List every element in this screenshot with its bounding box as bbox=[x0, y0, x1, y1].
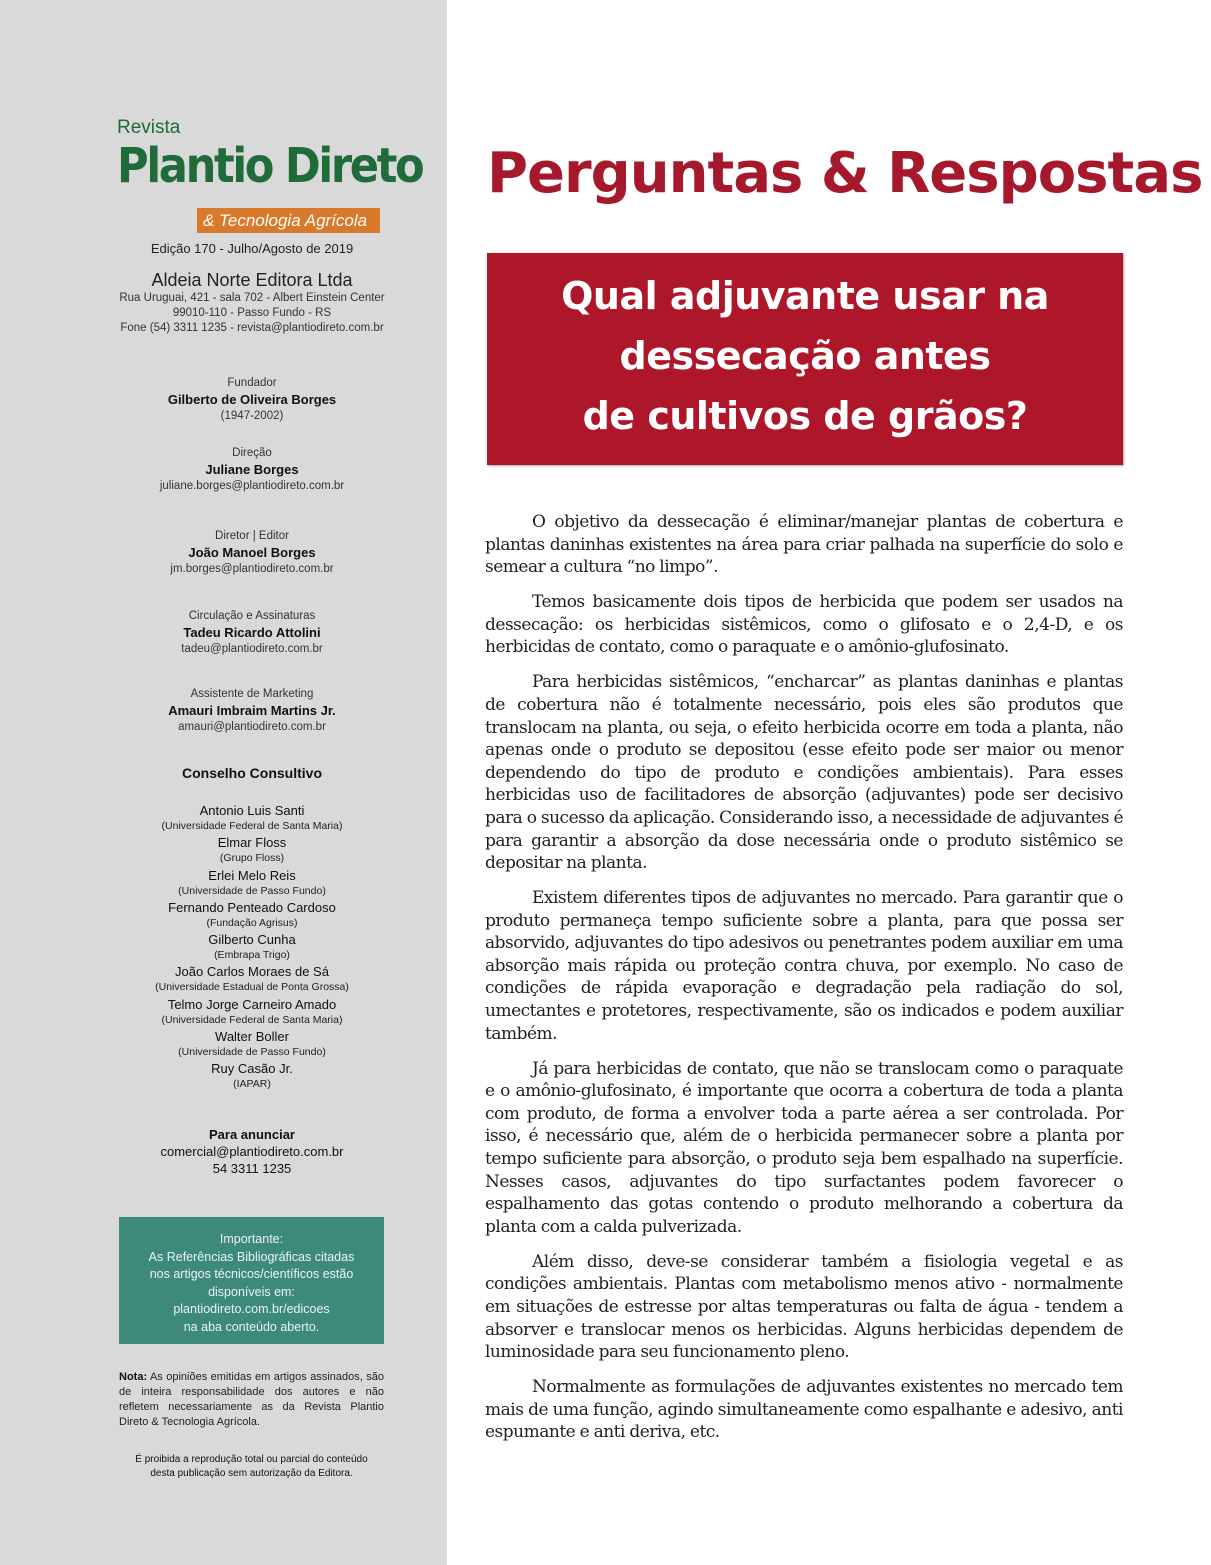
notice-line: Importante: bbox=[219, 1232, 284, 1246]
publisher-name: Aldeia Norte Editora Ltda bbox=[151, 270, 353, 290]
council-member-name: João Carlos Moraes de Sá bbox=[175, 964, 329, 980]
staff-entry-direction bbox=[117, 445, 387, 494]
council-member-institution: (IAPAR) bbox=[233, 1078, 271, 1091]
council-heading: Conselho Consultivo bbox=[182, 765, 322, 781]
council-member-name: Gilberto Cunha bbox=[208, 932, 296, 948]
staff-entry-founder bbox=[117, 375, 387, 424]
staff-email: juliane.borges@plantiodireto.com.br bbox=[159, 480, 345, 492]
masthead-tagline: & Tecnologia Agrícola bbox=[197, 208, 380, 233]
council-member-institution: (Universidade Federal de Santa Maria) bbox=[161, 820, 343, 832]
sidebar bbox=[0, 0, 447, 1565]
section-title: Perguntas & Respostas bbox=[487, 141, 1203, 206]
staff-email: amauri@plantiodireto.com.br bbox=[178, 721, 326, 733]
advertise-email: comercial@plantiodireto.com.br bbox=[160, 1144, 344, 1159]
advertise-phone: 54 3311 1235 bbox=[212, 1161, 292, 1176]
staff-entry-marketing bbox=[117, 686, 387, 735]
publisher-address-line: Rua Uruguai, 421 - sala 702 - Albert Einstein Center bbox=[119, 292, 385, 304]
notice-line: na aba conteúdo aberto. bbox=[183, 1319, 320, 1334]
article-paragraph: Existem diferentes tipos de adjuvantes no mercado. Para garantir que o produto permaneça tempo suficiente sobre a planta, para que possa ser absorvido, adjuvantes do tipo adesivos ou penetrantes podem auxiliar em uma absorção mais rápida ou proteção contra chuva, por exemplo. No caso de condições de rápida evaporação e degradação pela radiação do sol, umectantes e protetores, respectivamente, são os indicados e podem auxiliar também. bbox=[485, 888, 1123, 1044]
notice-line: disponíveis em: bbox=[208, 1284, 295, 1299]
question-line: Qual adjuvante usar na bbox=[561, 274, 1049, 318]
article-body bbox=[485, 511, 1123, 1456]
council-member-name: Erlei Melo Reis bbox=[208, 867, 296, 883]
council-member-name: Antonio Luis Santi bbox=[199, 803, 305, 818]
staff-role: Circulação e Assinaturas bbox=[188, 610, 316, 622]
article-paragraph: Além disso, deve-se considerar também a fisiologia vegetal e as condições ambientais. Plantas com metabolismo menos ativo - normalmente em situações de estresse por altas temperaturas ou falta de água - tendem a absorver e translocar menos os herbicidas. Alguns herbicidas dependem de luminosidade para seu funcionamento pleno. bbox=[485, 1251, 1123, 1363]
references-notice-box bbox=[119, 1217, 384, 1344]
publisher-address-line: Fone (54) 3311 1235 - revista@plantiodireto.com.br bbox=[120, 322, 384, 334]
notice-line: nos artigos técnicos/científicos estão bbox=[149, 1267, 354, 1281]
council-member-institution: (Universidade de Passo Fundo) bbox=[178, 884, 326, 897]
council-member-name: Walter Boller bbox=[215, 1029, 289, 1045]
question-line: de cultivos de grãos? bbox=[582, 394, 1028, 438]
staff-role: Diretor | Editor bbox=[215, 530, 289, 542]
advertise-block bbox=[117, 1126, 387, 1177]
council-member-name: Elmar Floss bbox=[217, 835, 287, 851]
copyright-notice bbox=[119, 1453, 384, 1481]
article-paragraph: Para herbicidas sistêmicos, “encharcar” as plantas daninhas e plantas de cobertura não é totalmente necessário, pois eles são produtos que translocam na planta, ou seja, o efeito herbicida ocorre em toda a planta, não apenas onde o produto se depositou (esse efeito pode ser maior ou menor dependendo do tipo de produto e condições ambientais). Para esses herbicidas uso de facilitadores de absorção (adjuvantes) pode ser decisivo para o sucesso da aplicação. Considerando isso, a necessidade de adjuvantes é para garantir a absorção da dose necessária onde o produto sistêmico se depositar na planta. bbox=[485, 672, 1123, 874]
article-paragraph: Normalmente as formulações de adjuvantes existentes no mercado tem mais de uma função, agindo simultaneamente como espalhante e adesivo, anti espumante e anti deriva, etc. bbox=[485, 1377, 1123, 1443]
council-member-institution: (Grupo Floss) bbox=[219, 852, 285, 865]
note-label: Nota: bbox=[119, 1371, 148, 1383]
staff-email: tadeu@plantiodireto.com.br bbox=[181, 643, 323, 655]
notice-line: As Referências Bibliográficas citadas bbox=[148, 1249, 355, 1264]
publisher-address-line: 99010-110 - Passo Fundo - RS bbox=[172, 307, 332, 319]
copyright-line: desta publicação sem autorização da Editora. bbox=[150, 1468, 353, 1479]
question-line: dessecação antes bbox=[619, 334, 991, 378]
note-text: As opiniões emitidas em artigos assinados, são de inteira responsabilidade dos autores e não refletem necessariamente as da Revista Plantio Direto & Tecnologia Agrícola. bbox=[119, 1371, 384, 1428]
council-member-institution: (Fundação Agrisus) bbox=[206, 916, 298, 929]
staff-entry-editor bbox=[117, 528, 387, 577]
staff-role: Fundador bbox=[227, 377, 277, 389]
council-member-institution: (Universidade de Passo Fundo) bbox=[178, 1046, 326, 1059]
staff-extra: (1947-2002) bbox=[220, 410, 284, 422]
council-list bbox=[117, 802, 387, 1093]
staff-email: jm.borges@plantiodireto.com.br bbox=[170, 563, 334, 575]
council-member-name: Fernando Penteado Cardoso bbox=[168, 899, 336, 915]
notice-line: plantiodireto.com.br/edicoes bbox=[173, 1302, 330, 1316]
article-paragraph: O objetivo da dessecação é eliminar/manejar plantas de cobertura e plantas daninhas existentes na área para criar palhada na superfície do solo e semear a cultura “no limpo”. bbox=[485, 512, 1123, 578]
disclaimer-note bbox=[119, 1370, 384, 1430]
council-member-name: Telmo Jorge Carneiro Amado bbox=[167, 996, 337, 1012]
article-paragraph: Temos basicamente dois tipos de herbicida que podem ser usados na dessecação: os herbicidas sistêmicos, como o glifosato e o 2,4-D, e os herbicidas de contato, como o paraquate e o amônio-glufosinato. bbox=[485, 592, 1123, 658]
staff-role: Assistente de Marketing bbox=[190, 688, 314, 700]
council-member-institution: (Universidade Estadual de Ponta Grossa) bbox=[155, 981, 349, 994]
magazine-masthead bbox=[117, 117, 423, 230]
staff-role: Direção bbox=[232, 447, 272, 459]
staff-name: Juliane Borges bbox=[205, 462, 299, 477]
staff-entry-circulation bbox=[117, 608, 387, 657]
council-member-institution: (Embrapa Trigo) bbox=[214, 949, 290, 962]
staff-name: Amauri Imbraim Martins Jr. bbox=[168, 703, 336, 718]
staff-name: Gilberto de Oliveira Borges bbox=[167, 392, 337, 407]
masthead-title: Plantio Direto bbox=[117, 138, 423, 194]
article-paragraph: Já para herbicidas de contato, que não se translocam como o paraquate e o amônio-glufosinato, é importante que ocorra a cobertura de toda a planta com produto, de forma a envolver toda a parte aérea a ser controlada. Por isso, é necessário que, além de o herbicida permanecer sobre a planta por tempo suficiente para absorção, o produto seja bem espalhado na superfície. Nesses casos, adjuvantes do tipo surfactantes podem favorecer o espalhamento das gotas contendo o produto melhorando a cobertura da planta com a calda pulverizada. bbox=[485, 1058, 1123, 1237]
staff-name: Tadeu Ricardo Attolini bbox=[183, 625, 321, 640]
masthead-revista: Revista bbox=[117, 117, 181, 138]
staff-name: João Manoel Borges bbox=[188, 545, 316, 560]
copyright-line: É proibida a reprodução total ou parcial do conteúdo bbox=[135, 1454, 368, 1465]
question-box bbox=[487, 253, 1123, 465]
advertise-title: Para anunciar bbox=[209, 1127, 295, 1142]
council-member-name: Ruy Casão Jr. bbox=[211, 1061, 293, 1077]
council-member-institution: (Universidade Federal de Santa Maria) bbox=[161, 1013, 343, 1026]
edition-info: Edição 170 - Julho/Agosto de 2019 bbox=[150, 241, 354, 256]
